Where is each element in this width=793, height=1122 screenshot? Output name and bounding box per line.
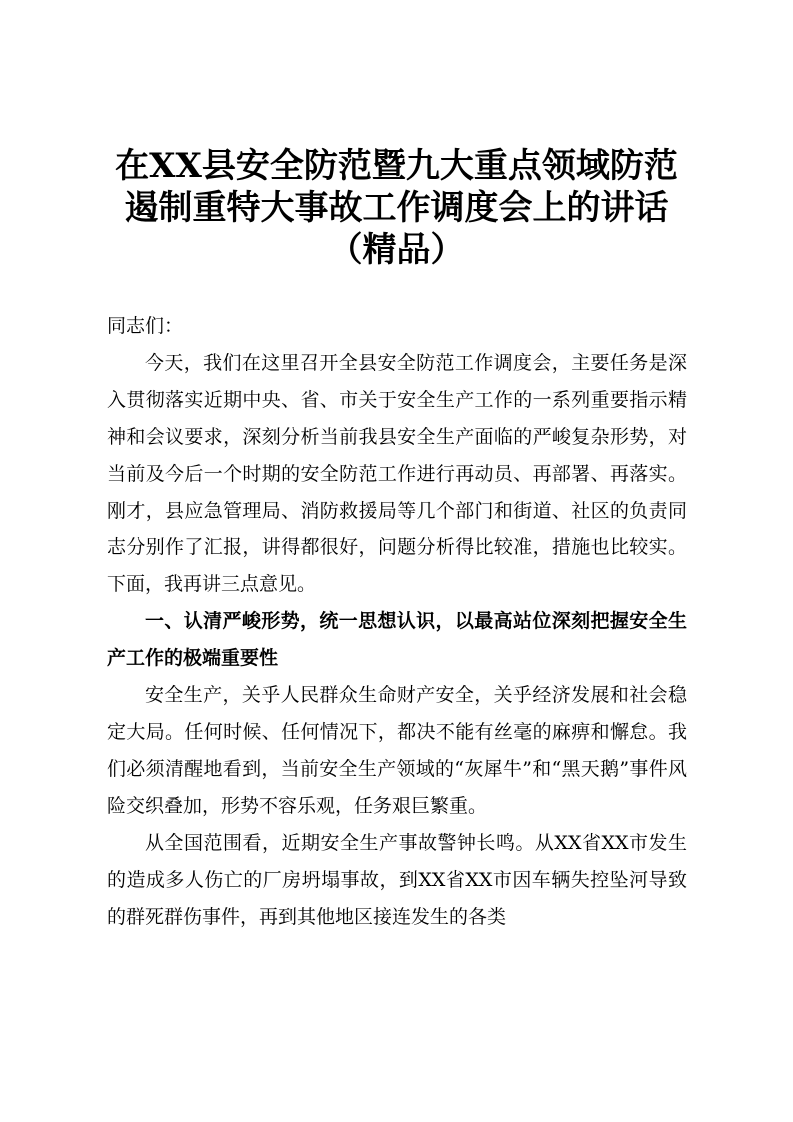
paragraph-national: 从全国范围看，近期安全生产事故警钟长鸣。从XX省XX市发生的造成多人伤亡的厂房坍塌事故，到XX省XX市因车辆失控坠河导致的群死群伤事件，再到其他地区接连发生的各类	[107, 831, 687, 928]
title-line-1: 在XX县安全防范暨九大重点领域防范	[115, 146, 678, 186]
paragraph-intro: 今天，我们在这里召开全县安全防范工作调度会，主要任务是深入贯彻落实近期中央、省、市关于安全生产工作的一系列重要指示精神和会议要求，深刻分析当前我县安全生产面临的严峻复杂形势，对当前及今后一个时期的安全防范工作进行再动员、再部署、再落实。刚才，县应急管理局、消防救援局等几个部门和街道、社区的负责同志分别作了汇报，讲得都很好，问题分析得比较准，措施也比较实。下面，我再讲三点意见。	[107, 351, 687, 596]
document-body	[107, 308, 687, 935]
title-line-2: 遏制重特大事故工作调度会上的讲话	[124, 188, 669, 228]
paragraph-safety: 安全生产，关乎人民群众生命财产安全，关乎经济发展和社会稳定大局。任何时候、任何情况下，都决不能有丝毫的麻痹和懈怠。我们必须清醒地看到，当前安全生产领域的“灰犀牛”和“黑天鹅”事件风险交织叠加，形势不容乐观，任务艰巨繁重。	[107, 684, 687, 817]
document-title	[104, 145, 689, 271]
salutation: 同志们：	[107, 315, 184, 337]
section-heading-1: 一、认清严峻形势，统一思想认识，以最高站位深刻把握安全生产工作的极端重要性	[107, 610, 687, 670]
title-line-3: （精品）	[328, 230, 465, 270]
